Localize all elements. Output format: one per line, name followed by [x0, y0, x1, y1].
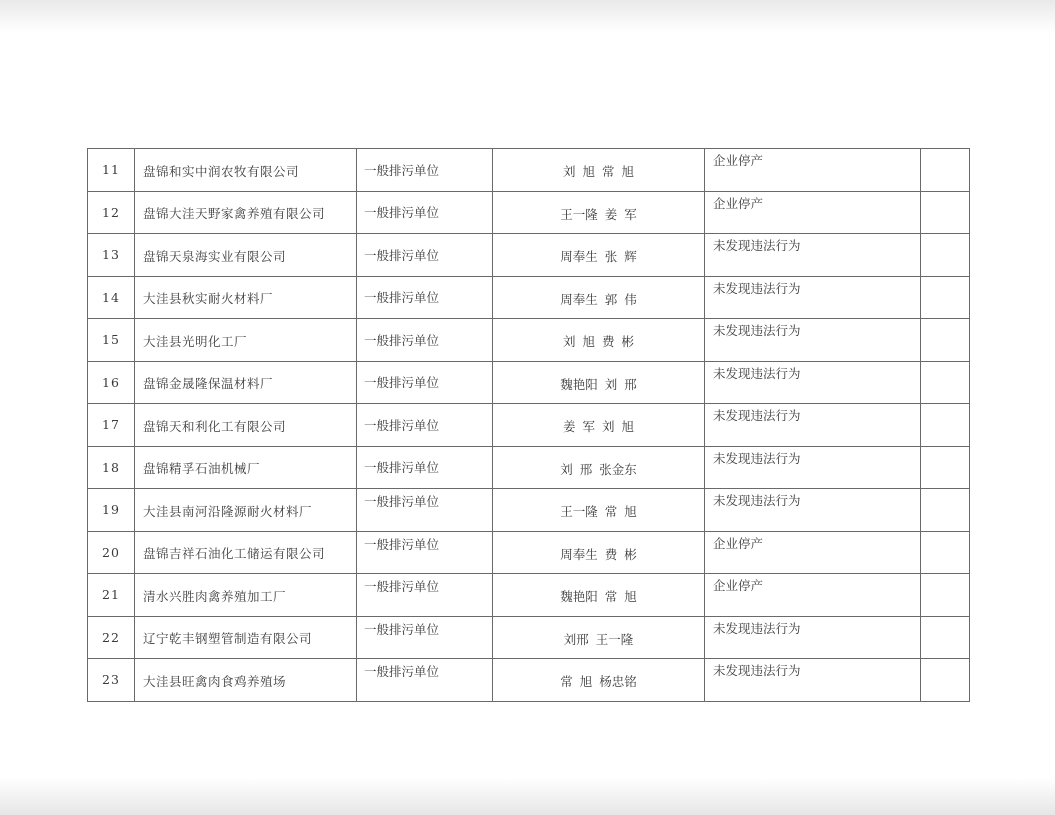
inspectors: 魏艳阳 刘 邢	[493, 361, 705, 404]
inspectors: 常 旭 杨忠铭	[493, 659, 705, 702]
table-row	[88, 319, 970, 362]
row-number: 14	[88, 276, 135, 319]
company-name: 盘锦大洼天野家禽养殖有限公司	[135, 191, 357, 234]
inspection-result: 未发现违法行为	[705, 446, 921, 489]
row-number: 19	[88, 489, 135, 532]
table-row	[88, 616, 970, 659]
note-cell	[921, 659, 970, 702]
inspectors: 周奉生 张 辉	[493, 234, 705, 277]
unit-type: 一般排污单位	[357, 149, 493, 192]
scan-edge-bottom	[0, 778, 1055, 815]
table-row	[88, 531, 970, 574]
scan-edge-top	[0, 0, 1055, 34]
company-name: 大洼县旺禽肉食鸡养殖场	[135, 659, 357, 702]
inspectors: 王一隆 姜 军	[493, 191, 705, 234]
unit-type: 一般排污单位	[357, 531, 493, 574]
row-number: 16	[88, 361, 135, 404]
note-cell	[921, 489, 970, 532]
note-cell	[921, 234, 970, 277]
inspection-result: 企业停产	[705, 191, 921, 234]
note-cell	[921, 319, 970, 362]
unit-type: 一般排污单位	[357, 319, 493, 362]
row-number: 11	[88, 149, 135, 192]
inspection-result: 未发现违法行为	[705, 361, 921, 404]
table-row	[88, 234, 970, 277]
inspection-result: 未发现违法行为	[705, 404, 921, 447]
row-number: 18	[88, 446, 135, 489]
table-row	[88, 446, 970, 489]
unit-type: 一般排污单位	[357, 191, 493, 234]
inspection-result: 未发现违法行为	[705, 659, 921, 702]
inspectors: 周奉生 郭 伟	[493, 276, 705, 319]
inspection-result: 未发现违法行为	[705, 234, 921, 277]
inspectors: 姜 军 刘 旭	[493, 404, 705, 447]
unit-type: 一般排污单位	[357, 574, 493, 617]
inspectors: 王一隆 常 旭	[493, 489, 705, 532]
table-row	[88, 191, 970, 234]
table-row	[88, 659, 970, 702]
company-name: 清水兴胜肉禽养殖加工厂	[135, 574, 357, 617]
inspection-record-table	[87, 148, 970, 702]
unit-type: 一般排污单位	[357, 446, 493, 489]
row-number: 15	[88, 319, 135, 362]
inspectors: 刘邢 王一隆	[493, 616, 705, 659]
note-cell	[921, 616, 970, 659]
inspection-result: 未发现违法行为	[705, 489, 921, 532]
company-name: 辽宁乾丰钢塑管制造有限公司	[135, 616, 357, 659]
table-row	[88, 149, 970, 192]
unit-type: 一般排污单位	[357, 404, 493, 447]
inspection-result: 企业停产	[705, 149, 921, 192]
company-name: 大洼县光明化工厂	[135, 319, 357, 362]
note-cell	[921, 149, 970, 192]
row-number: 17	[88, 404, 135, 447]
unit-type: 一般排污单位	[357, 489, 493, 532]
note-cell	[921, 574, 970, 617]
company-name: 盘锦和实中润农牧有限公司	[135, 149, 357, 192]
table-row	[88, 489, 970, 532]
note-cell	[921, 404, 970, 447]
row-number: 20	[88, 531, 135, 574]
unit-type: 一般排污单位	[357, 361, 493, 404]
company-name: 大洼县秋实耐火材料厂	[135, 276, 357, 319]
note-cell	[921, 531, 970, 574]
table-row	[88, 276, 970, 319]
inspectors: 魏艳阳 常 旭	[493, 574, 705, 617]
inspectors: 刘 邢 张金东	[493, 446, 705, 489]
inspection-result: 未发现违法行为	[705, 276, 921, 319]
inspection-result: 未发现违法行为	[705, 319, 921, 362]
unit-type: 一般排污单位	[357, 659, 493, 702]
note-cell	[921, 276, 970, 319]
note-cell	[921, 191, 970, 234]
inspectors: 刘 旭 常 旭	[493, 149, 705, 192]
inspection-result: 未发现违法行为	[705, 616, 921, 659]
inspection-result: 企业停产	[705, 574, 921, 617]
row-number: 22	[88, 616, 135, 659]
company-name: 盘锦精孚石油机械厂	[135, 446, 357, 489]
row-number: 12	[88, 191, 135, 234]
company-name: 盘锦吉祥石油化工储运有限公司	[135, 531, 357, 574]
unit-type: 一般排污单位	[357, 276, 493, 319]
inspection-result: 企业停产	[705, 531, 921, 574]
table-row	[88, 574, 970, 617]
unit-type: 一般排污单位	[357, 234, 493, 277]
row-number: 13	[88, 234, 135, 277]
table-row	[88, 361, 970, 404]
inspectors: 周奉生 费 彬	[493, 531, 705, 574]
company-name: 大洼县南河沿隆源耐火材料厂	[135, 489, 357, 532]
company-name: 盘锦金晟隆保温材料厂	[135, 361, 357, 404]
inspectors: 刘 旭 费 彬	[493, 319, 705, 362]
unit-type: 一般排污单位	[357, 616, 493, 659]
row-number: 23	[88, 659, 135, 702]
company-name: 盘锦天和利化工有限公司	[135, 404, 357, 447]
note-cell	[921, 361, 970, 404]
row-number: 21	[88, 574, 135, 617]
company-name: 盘锦天泉海实业有限公司	[135, 234, 357, 277]
note-cell	[921, 446, 970, 489]
table-row	[88, 404, 970, 447]
